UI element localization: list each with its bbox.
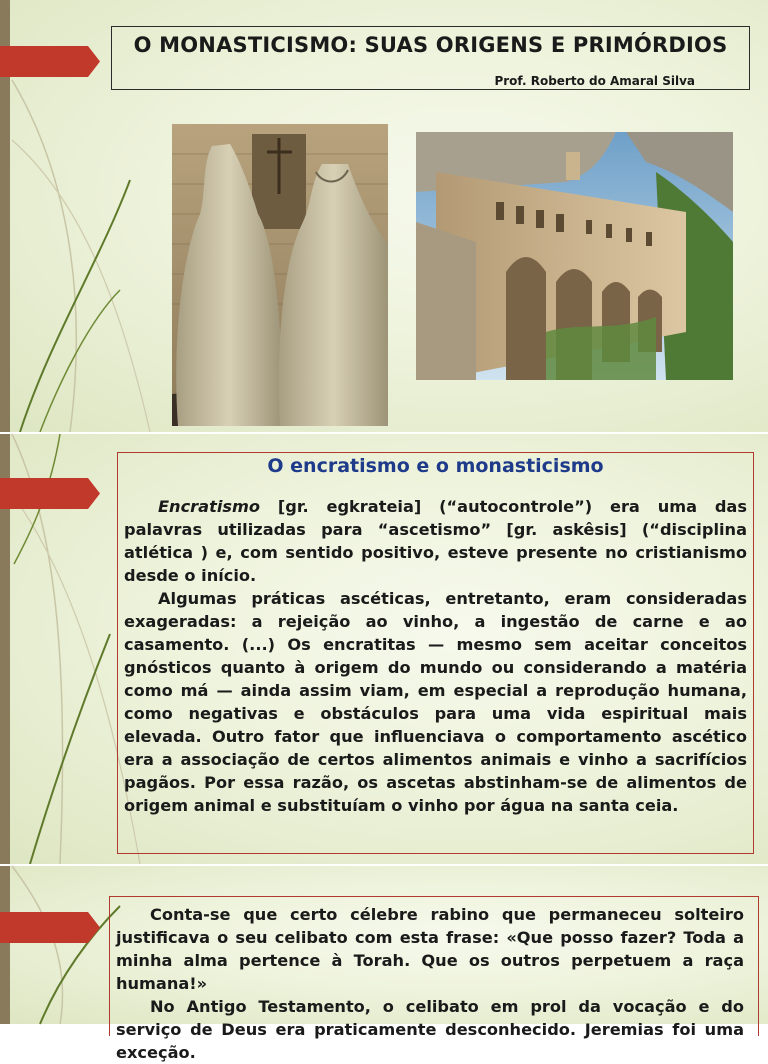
cliffside-monastery-photo <box>416 132 733 380</box>
slide-celibacy <box>0 866 768 1062</box>
accent-arrow <box>0 478 100 509</box>
paragraph-rabbi-celibacy: Conta-se que certo célebre rabino que permaneceu solteiro justificava o seu celibato com esta frase: «Que posso fazer? Toda a minha alma pertence à Torah. Que os outros perpetuem a raça humana!» <box>116 905 744 993</box>
paragraph-text: [gr. egkrateia] (“autocontrole”) era uma das palavras utilizadas para “ascetismo” [gr. askêsis] (“disciplina atlética ) e, com sentido positivo, esteve presente no cristianismo desde o início. <box>124 497 747 585</box>
author-name: Prof. Roberto do Amaral Silva <box>494 74 695 88</box>
slide-title <box>0 0 768 432</box>
hooded-monks-photo <box>172 124 388 426</box>
paragraph-old-testament: No Antigo Testamento, o celibato em prol da vocação e do serviço de Deus era praticamente desconhecido. Jeremias foi uma exceção. <box>116 997 744 1062</box>
slide-title-text: O MONASTICISMO: SUAS ORIGENS E PRIMÓRDIOS <box>133 33 728 57</box>
slide-encratismo <box>0 434 768 864</box>
paragraph-ascetic-practices: Algumas práticas ascéticas, entretanto, eram consideradas exageradas: a rejeição ao vinho, a ingestão de carne e ao casamento. (...) Os encratitas — mesmo sem aceitar conceitos gnósticos quanto à origem do mundo ou considerando a matéria como má — ainda assim viam, em especial a reprodução humana, como negativas e obstáculos para uma vida espiritual mais elevada. Outro fator que influenciava o comportamento ascético era a associação de certos alimentos animais e vinho a sacrifícios pagãos. Por essa razão, os ascetas abstinham-se de alimentos de origem animal e substituíam o vinho por água na santa ceia. <box>124 589 747 815</box>
accent-arrow <box>0 46 100 77</box>
title-box <box>111 26 750 90</box>
content-box <box>117 452 754 854</box>
paragraph-encratismo-definition <box>124 495 747 587</box>
term-encratismo: Encratismo <box>158 497 260 516</box>
content-box <box>109 896 759 1062</box>
section-heading: O encratismo e o monasticismo <box>267 455 604 477</box>
accent-arrow <box>0 912 100 943</box>
